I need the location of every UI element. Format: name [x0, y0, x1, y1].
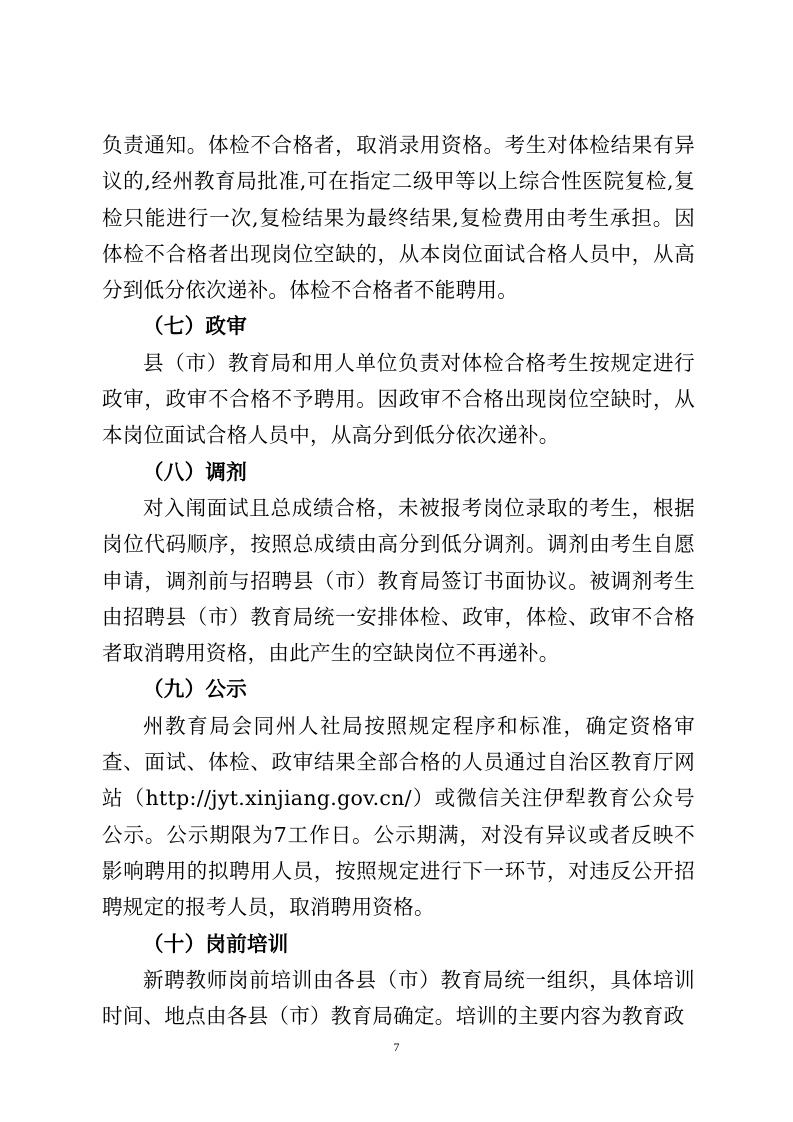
- paragraph-adjustment: 对入闱面试且总成绩合格，未被报考岗位录取的考生，根据岗位代码顺序，按照总成绩由高分到低分调剂。调剂由考生自愿申请，调剂前与招聘县（市）教育局签订书面协议。被调剂考生由招聘县（市）教育局统一安排体检、政审，体检、政审不合格者取消聘用资格，由此产生的空缺岗位不再递补。: [102, 495, 695, 666]
- heading-political-review: （七）政审: [143, 314, 247, 339]
- paragraph-political-review: 县（市）教育局和用人单位负责对体检合格考生按规定进行政审，政审不合格不予聘用。因政审不合格出现岗位空缺时，从本岗位面试合格人员中，从高分到低分依次递补。: [102, 350, 695, 448]
- paragraph-pre-job-training: 新聘教师岗前培训由各县（市）教育局统一组织，具体培训时间、地点由各县（市）教育局确定。培训的主要内容为教育政: [102, 967, 695, 1029]
- heading-public-notice: （九）公示: [143, 677, 247, 702]
- paragraph-public-notice: 州教育局会同州人社局按照规定程序和标准，确定资格审查、面试、体检、政审结果全部合格的人员通过自治区教育厅网站（http://jyt.xinjiang.gov.cn/）或微信关注伊犁教育公众号公示。公示期限为7工作日。公示期满，对没有异议或者反映不影响聘用的拟聘用人员，按照规定进行下一环节，对违反公开招聘规定的报考人员，取消聘用资格。: [102, 713, 695, 920]
- heading-pre-job-training: （十）岗前培训: [143, 931, 289, 956]
- page-number: 7: [393, 1040, 400, 1054]
- heading-adjustment: （八）调剂: [143, 459, 247, 484]
- paragraph-physical-exam: 负责通知。体检不合格者，取消录用资格。考生对体检结果有异议的,经州教育局批准,可在指定二级甲等以上综合性医院复检,复检只能进行一次,复检结果为最终结果,复检费用由考生承担。因体检不合格者出现岗位空缺的，从本岗位面试合格人员中，从高分到低分依次递补。体检不合格者不能聘用。: [102, 133, 695, 303]
- document-body: [102, 127, 695, 1034]
